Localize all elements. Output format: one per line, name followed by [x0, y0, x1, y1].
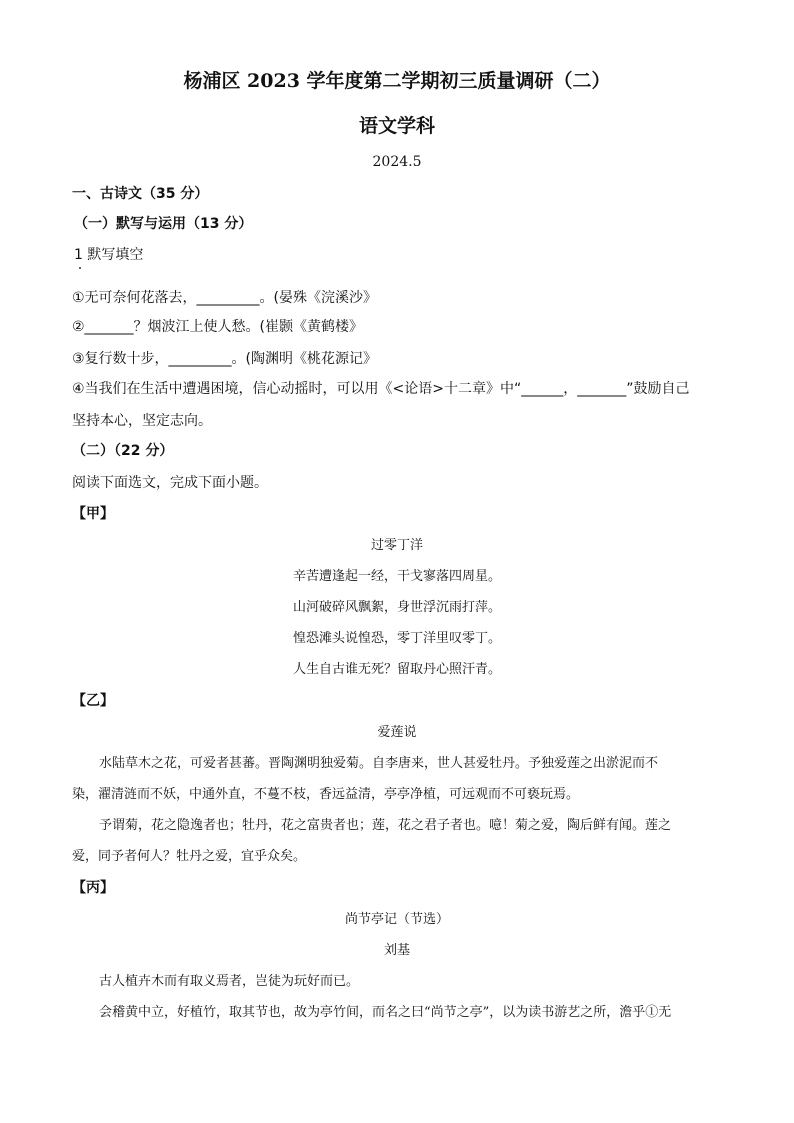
essay-line: 予谓菊，花之隐逸者也；牡丹，花之富贵者也；莲，花之君子者也。噫！菊之爱，陶后鲜有闻。莲之: [99, 818, 672, 833]
fill-item-3: ③复行数十步，_________。(陶渊明《桃花源记》: [72, 351, 378, 367]
exam-date: 2024.5: [372, 154, 422, 170]
poem-line: 人生自古谁无死？留取丹心照汗青。: [292, 662, 501, 677]
poem-line: 辛苦遭逢起一经，干戈寥落四周星。: [292, 569, 501, 584]
section-heading: 一、古诗文（35 分）: [72, 186, 209, 202]
poem-line: 惶恐滩头说惶恐，零丁洋里叹零丁。: [292, 631, 501, 646]
label-bing: 【丙】: [72, 880, 114, 896]
essay-title-yi: 爱莲说: [377, 725, 417, 740]
exam-title: 杨浦区 2023 学年度第二学期初三质量调研（二）: [183, 70, 611, 92]
fill-item-4: ④当我们在生活中遭遇困境，信心动摇时，可以用《<论语>十二章》中“______，_______”鼓励自己: [72, 381, 690, 397]
reading-instruction: 阅读下面选文，完成下面小题。: [72, 475, 268, 491]
subject-title: 语文学科: [358, 115, 435, 137]
fill-item-1: ①无可奈何花落去，_________。(晏殊《浣溪沙》: [72, 290, 378, 306]
essay-line: 染，濯清涟而不妖，中通外直，不蔓不枝，香远益清，亭亭净植，可远观而不可亵玩焉。: [72, 787, 580, 802]
poem-line: 山河破碎风飘絮，身世浮沉雨打萍。: [292, 600, 501, 615]
label-jia: 【甲】: [72, 506, 114, 522]
stray-dot: [79, 267, 81, 269]
label-yi: 【乙】: [72, 693, 114, 709]
poem-title: 过零丁洋: [370, 538, 423, 553]
essay-line: 爱，同予者何人？牡丹之爱，宜乎众矣。: [72, 849, 307, 864]
fill-item-4-continued: 坚持本心，坚定志向。: [72, 413, 212, 429]
essay-line: 古人植卉木而有取义焉者，岂徒为玩好而已。: [99, 974, 360, 989]
part2-heading: （二）（22 分）: [72, 443, 174, 459]
essay-title-bing: 尚节亭记（节选）: [344, 912, 449, 927]
essay-author-bing: 刘基: [383, 943, 410, 958]
essay-line: 水陆草木之花，可爱者甚蕃。晋陶渊明独爱菊。自李唐来，世人甚爱牡丹。予独爱莲之出淤泥而不: [99, 756, 659, 771]
essay-line: 会稽黄中立，好植竹，取其节也，故为亭竹间，而名之曰“尚节之亭”，以为读书游艺之所，澹乎①无: [99, 1005, 672, 1020]
question-label: 1 默写填空: [74, 247, 144, 263]
fill-item-2: ②_______？烟波江上使人愁。(崔颢《黄鹤楼》: [72, 319, 364, 335]
part1-heading: （一）默写与运用（13 分）: [74, 216, 253, 232]
